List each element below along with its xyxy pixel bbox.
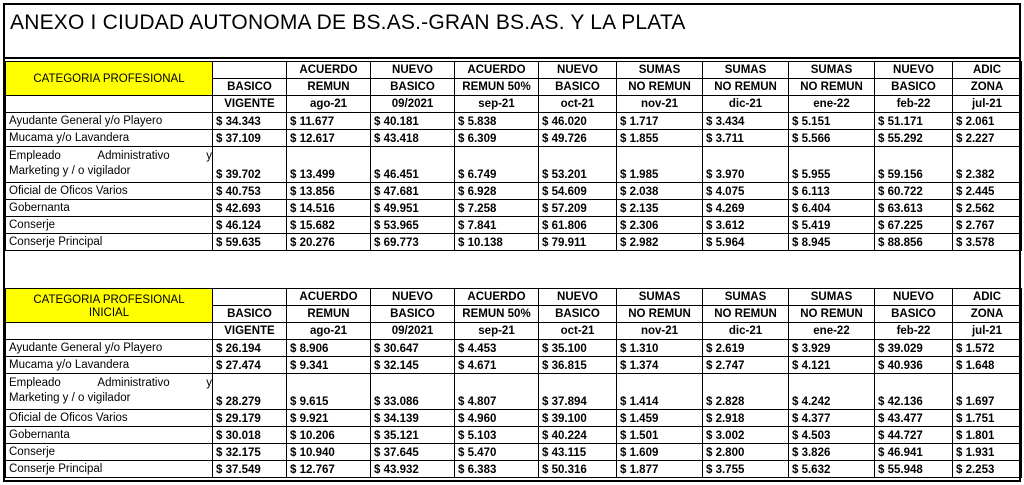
column-header-bottom: nov-21 bbox=[617, 323, 703, 340]
amount-cell: $ 14.516 bbox=[287, 200, 371, 217]
category-name: Conserje Principal bbox=[6, 234, 213, 251]
amount-cell: $ 37.549 bbox=[213, 461, 287, 478]
amount-cell: $ 39.100 bbox=[539, 410, 617, 427]
amount-cell: $ 9.341 bbox=[287, 357, 371, 374]
amount-cell: $ 40.753 bbox=[213, 183, 287, 200]
amount-cell: $ 33.086 bbox=[371, 374, 455, 410]
column-header-bottom: ene-22 bbox=[789, 96, 875, 113]
column-header-mid: ZONA bbox=[953, 306, 1022, 323]
category-header-line1: CATEGORIA PROFESIONAL bbox=[33, 293, 185, 306]
amount-cell: $ 26.194 bbox=[213, 340, 287, 357]
column-header-bottom: dic-21 bbox=[703, 96, 789, 113]
amount-cell: $ 4.075 bbox=[703, 183, 789, 200]
table-row bbox=[6, 427, 1022, 444]
amount-cell: $ 3.755 bbox=[703, 461, 789, 478]
amount-cell: $ 32.175 bbox=[213, 444, 287, 461]
column-header-bottom: jul-21 bbox=[953, 323, 1022, 340]
amount-cell: $ 2.253 bbox=[953, 461, 1022, 478]
column-header-bottom: nov-21 bbox=[617, 96, 703, 113]
amount-cell: $ 10.940 bbox=[287, 444, 371, 461]
column-header-top: SUMAS bbox=[703, 289, 789, 306]
table-row bbox=[6, 130, 1022, 147]
amount-cell: $ 43.932 bbox=[371, 461, 455, 478]
amount-cell: $ 1.855 bbox=[617, 130, 703, 147]
amount-cell: $ 9.615 bbox=[287, 374, 371, 410]
column-header-mid: NO REMUN bbox=[789, 79, 875, 96]
document-title: ANEXO I CIUDAD AUTONOMA DE BS.AS.-GRAN BS.AS. Y LA PLATA bbox=[5, 5, 1019, 59]
amount-cell: $ 20.276 bbox=[287, 234, 371, 251]
amount-cell: $ 61.806 bbox=[539, 217, 617, 234]
column-header-mid: BASICO bbox=[213, 79, 287, 96]
header-row-bottom bbox=[6, 323, 1022, 340]
amount-cell: $ 5.955 bbox=[789, 147, 875, 183]
annex-sheet bbox=[3, 3, 1021, 482]
amount-cell: $ 53.201 bbox=[539, 147, 617, 183]
column-header-mid: BASICO bbox=[213, 306, 287, 323]
amount-cell: $ 5.838 bbox=[455, 113, 539, 130]
category-name bbox=[6, 147, 213, 183]
amount-cell: $ 1.414 bbox=[617, 374, 703, 410]
amount-cell: $ 2.800 bbox=[703, 444, 789, 461]
amount-cell: $ 55.292 bbox=[875, 130, 953, 147]
amount-cell: $ 59.156 bbox=[875, 147, 953, 183]
amount-cell: $ 2.445 bbox=[953, 183, 1022, 200]
amount-cell: $ 1.572 bbox=[953, 340, 1022, 357]
column-header-top: ACUERDO bbox=[287, 62, 371, 79]
amount-cell: $ 37.645 bbox=[371, 444, 455, 461]
amount-cell: $ 1.931 bbox=[953, 444, 1022, 461]
category-header-blank bbox=[6, 323, 213, 340]
column-header-mid: REMUN bbox=[287, 306, 371, 323]
column-header-mid: BASICO bbox=[539, 306, 617, 323]
amount-cell: $ 37.109 bbox=[213, 130, 287, 147]
amount-cell: $ 5.419 bbox=[789, 217, 875, 234]
category-name: Ayudante General y/o Playero bbox=[6, 113, 213, 130]
table-row bbox=[6, 444, 1022, 461]
amount-cell: $ 6.749 bbox=[455, 147, 539, 183]
amount-cell: $ 2.038 bbox=[617, 183, 703, 200]
amount-cell: $ 47.681 bbox=[371, 183, 455, 200]
column-header-top: SUMAS bbox=[789, 289, 875, 306]
amount-cell: $ 1.609 bbox=[617, 444, 703, 461]
amount-cell: $ 1.501 bbox=[617, 427, 703, 444]
amount-cell: $ 42.693 bbox=[213, 200, 287, 217]
category-name: Oficial de Oficos Varios bbox=[6, 410, 213, 427]
amount-cell: $ 39.702 bbox=[213, 147, 287, 183]
amount-cell: $ 55.948 bbox=[875, 461, 953, 478]
amount-cell: $ 2.061 bbox=[953, 113, 1022, 130]
amount-cell: $ 4.121 bbox=[789, 357, 875, 374]
amount-cell: $ 1.985 bbox=[617, 147, 703, 183]
amount-cell: $ 3.711 bbox=[703, 130, 789, 147]
column-header-top: ACUERDO bbox=[287, 289, 371, 306]
table-row bbox=[6, 147, 1022, 183]
category-name-line1 bbox=[9, 376, 212, 391]
table-row bbox=[6, 183, 1022, 200]
amount-cell: $ 1.310 bbox=[617, 340, 703, 357]
category-name-line2: Marketing y / o vigilador bbox=[9, 392, 131, 404]
column-header-mid: ZONA bbox=[953, 79, 1022, 96]
amount-cell: $ 4.453 bbox=[455, 340, 539, 357]
amount-cell: $ 2.306 bbox=[617, 217, 703, 234]
column-header-bottom: ago-21 bbox=[287, 96, 371, 113]
amount-cell: $ 2.828 bbox=[703, 374, 789, 410]
table-row bbox=[6, 357, 1022, 374]
category-name bbox=[6, 374, 213, 410]
amount-cell: $ 3.434 bbox=[703, 113, 789, 130]
amount-cell: $ 2.918 bbox=[703, 410, 789, 427]
category-name-line1 bbox=[9, 149, 212, 164]
amount-cell: $ 35.100 bbox=[539, 340, 617, 357]
amount-cell: $ 4.671 bbox=[455, 357, 539, 374]
amount-cell: $ 15.682 bbox=[287, 217, 371, 234]
category-name: Ayudante General y/o Playero bbox=[6, 340, 213, 357]
amount-cell: $ 1.751 bbox=[953, 410, 1022, 427]
column-header-bottom: oct-21 bbox=[539, 96, 617, 113]
column-header-mid: REMUN 50% bbox=[455, 306, 539, 323]
amount-cell: $ 63.613 bbox=[875, 200, 953, 217]
amount-cell: $ 9.921 bbox=[287, 410, 371, 427]
category-name-word: Administrativo bbox=[97, 150, 170, 162]
column-header-top: ACUERDO bbox=[455, 289, 539, 306]
column-header-mid: NO REMUN bbox=[703, 306, 789, 323]
amount-cell: $ 37.894 bbox=[539, 374, 617, 410]
amount-cell: $ 4.960 bbox=[455, 410, 539, 427]
category-header-blank bbox=[6, 96, 213, 113]
column-header-bottom: jul-21 bbox=[953, 96, 1022, 113]
column-header-bottom: oct-21 bbox=[539, 323, 617, 340]
amount-cell: $ 7.258 bbox=[455, 200, 539, 217]
amount-cell: $ 5.151 bbox=[789, 113, 875, 130]
amount-cell: $ 4.269 bbox=[703, 200, 789, 217]
category-name: Mucama y/o Lavandera bbox=[6, 130, 213, 147]
amount-cell: $ 40.181 bbox=[371, 113, 455, 130]
column-header-mid: BASICO bbox=[539, 79, 617, 96]
category-name: Conserje bbox=[6, 444, 213, 461]
category-header bbox=[6, 62, 213, 96]
category-name: Oficial de Oficos Varios bbox=[6, 183, 213, 200]
header-row-bottom bbox=[6, 96, 1022, 113]
amount-cell: $ 3.970 bbox=[703, 147, 789, 183]
column-header-top: NUEVO bbox=[539, 289, 617, 306]
amount-cell: $ 3.002 bbox=[703, 427, 789, 444]
category-name-word: y bbox=[206, 150, 212, 162]
column-header-top: SUMAS bbox=[703, 62, 789, 79]
amount-cell: $ 6.404 bbox=[789, 200, 875, 217]
amount-cell: $ 3.612 bbox=[703, 217, 789, 234]
category-name: Gobernanta bbox=[6, 427, 213, 444]
amount-cell: $ 1.697 bbox=[953, 374, 1022, 410]
column-header-bottom: feb-22 bbox=[875, 323, 953, 340]
column-header-mid: BASICO bbox=[875, 79, 953, 96]
amount-cell: $ 2.747 bbox=[703, 357, 789, 374]
table-row bbox=[6, 200, 1022, 217]
amount-cell: $ 2.767 bbox=[953, 217, 1022, 234]
column-header-top: NUEVO bbox=[875, 289, 953, 306]
column-header-bottom: feb-22 bbox=[875, 96, 953, 113]
amount-cell: $ 36.815 bbox=[539, 357, 617, 374]
amount-cell: $ 28.279 bbox=[213, 374, 287, 410]
amount-cell: $ 2.227 bbox=[953, 130, 1022, 147]
column-header-mid: REMUN bbox=[287, 79, 371, 96]
column-header-top bbox=[213, 62, 287, 79]
amount-cell: $ 12.617 bbox=[287, 130, 371, 147]
amount-cell: $ 53.965 bbox=[371, 217, 455, 234]
column-header-top: ADIC bbox=[953, 62, 1022, 79]
category-header bbox=[6, 289, 213, 323]
amount-cell: $ 59.635 bbox=[213, 234, 287, 251]
amount-cell: $ 8.906 bbox=[287, 340, 371, 357]
header-row-top bbox=[6, 289, 1022, 306]
amount-cell: $ 1.648 bbox=[953, 357, 1022, 374]
amount-cell: $ 2.619 bbox=[703, 340, 789, 357]
amount-cell: $ 30.018 bbox=[213, 427, 287, 444]
column-header-top: NUEVO bbox=[371, 62, 455, 79]
amount-cell: $ 10.138 bbox=[455, 234, 539, 251]
amount-cell: $ 51.171 bbox=[875, 113, 953, 130]
amount-cell: $ 5.470 bbox=[455, 444, 539, 461]
amount-cell: $ 43.477 bbox=[875, 410, 953, 427]
category-header-line2: INICIAL bbox=[88, 306, 130, 319]
column-header-bottom: sep-21 bbox=[455, 96, 539, 113]
amount-cell: $ 5.964 bbox=[703, 234, 789, 251]
amount-cell: $ 1.374 bbox=[617, 357, 703, 374]
amount-cell: $ 46.941 bbox=[875, 444, 953, 461]
amount-cell: $ 6.309 bbox=[455, 130, 539, 147]
category-name-word: Empleado bbox=[9, 150, 61, 162]
table-row bbox=[6, 410, 1022, 427]
amount-cell: $ 11.677 bbox=[287, 113, 371, 130]
salary-table-inicial bbox=[5, 288, 1022, 478]
category-name-word: Empleado bbox=[9, 377, 61, 389]
amount-cell: $ 4.503 bbox=[789, 427, 875, 444]
amount-cell: $ 35.121 bbox=[371, 427, 455, 444]
amount-cell: $ 32.145 bbox=[371, 357, 455, 374]
column-header-top: ADIC bbox=[953, 289, 1022, 306]
amount-cell: $ 2.135 bbox=[617, 200, 703, 217]
column-header-top: NUEVO bbox=[539, 62, 617, 79]
category-name: Gobernanta bbox=[6, 200, 213, 217]
category-name: Conserje bbox=[6, 217, 213, 234]
amount-cell: $ 42.136 bbox=[875, 374, 953, 410]
amount-cell: $ 3.826 bbox=[789, 444, 875, 461]
amount-cell: $ 54.609 bbox=[539, 183, 617, 200]
amount-cell: $ 39.029 bbox=[875, 340, 953, 357]
column-header-bottom: dic-21 bbox=[703, 323, 789, 340]
amount-cell: $ 10.206 bbox=[287, 427, 371, 444]
column-header-bottom: VIGENTE bbox=[213, 323, 287, 340]
amount-cell: $ 4.242 bbox=[789, 374, 875, 410]
header-row-top bbox=[6, 62, 1022, 79]
column-header-top: NUEVO bbox=[875, 62, 953, 79]
column-header-top: ACUERDO bbox=[455, 62, 539, 79]
amount-cell: $ 50.316 bbox=[539, 461, 617, 478]
amount-cell: $ 30.647 bbox=[371, 340, 455, 357]
amount-cell: $ 2.982 bbox=[617, 234, 703, 251]
amount-cell: $ 34.343 bbox=[213, 113, 287, 130]
column-header-top: SUMAS bbox=[617, 62, 703, 79]
table-row bbox=[6, 234, 1022, 251]
table-row bbox=[6, 374, 1022, 410]
table-row bbox=[6, 340, 1022, 357]
amount-cell: $ 60.722 bbox=[875, 183, 953, 200]
amount-cell: $ 8.945 bbox=[789, 234, 875, 251]
column-header-mid: BASICO bbox=[371, 79, 455, 96]
amount-cell: $ 27.474 bbox=[213, 357, 287, 374]
amount-cell: $ 88.856 bbox=[875, 234, 953, 251]
amount-cell: $ 46.451 bbox=[371, 147, 455, 183]
category-name: Mucama y/o Lavandera bbox=[6, 357, 213, 374]
column-header-mid: NO REMUN bbox=[703, 79, 789, 96]
amount-cell: $ 4.377 bbox=[789, 410, 875, 427]
amount-cell: $ 3.929 bbox=[789, 340, 875, 357]
amount-cell: $ 13.499 bbox=[287, 147, 371, 183]
column-header-bottom: sep-21 bbox=[455, 323, 539, 340]
amount-cell: $ 7.841 bbox=[455, 217, 539, 234]
table-row bbox=[6, 461, 1022, 478]
amount-cell: $ 40.936 bbox=[875, 357, 953, 374]
amount-cell: $ 43.115 bbox=[539, 444, 617, 461]
amount-cell: $ 5.566 bbox=[789, 130, 875, 147]
column-header-mid: NO REMUN bbox=[617, 79, 703, 96]
table-row bbox=[6, 113, 1022, 130]
column-header-bottom: 09/2021 bbox=[371, 96, 455, 113]
amount-cell: $ 69.773 bbox=[371, 234, 455, 251]
amount-cell: $ 12.767 bbox=[287, 461, 371, 478]
column-header-mid: NO REMUN bbox=[789, 306, 875, 323]
amount-cell: $ 3.578 bbox=[953, 234, 1022, 251]
column-header-top: SUMAS bbox=[789, 62, 875, 79]
column-header-top: NUEVO bbox=[371, 289, 455, 306]
category-header-label: CATEGORIA PROFESIONAL bbox=[33, 73, 185, 85]
amount-cell: $ 67.225 bbox=[875, 217, 953, 234]
amount-cell: $ 5.103 bbox=[455, 427, 539, 444]
column-header-bottom: ago-21 bbox=[287, 323, 371, 340]
column-header-mid: BASICO bbox=[875, 306, 953, 323]
amount-cell: $ 79.911 bbox=[539, 234, 617, 251]
column-header-top bbox=[213, 289, 287, 306]
category-name-word: y bbox=[206, 377, 212, 389]
amount-cell: $ 6.113 bbox=[789, 183, 875, 200]
amount-cell: $ 46.020 bbox=[539, 113, 617, 130]
category-name-line2: Marketing y / o vigilador bbox=[9, 165, 131, 177]
amount-cell: $ 49.951 bbox=[371, 200, 455, 217]
column-header-mid: NO REMUN bbox=[617, 306, 703, 323]
amount-cell: $ 1.459 bbox=[617, 410, 703, 427]
amount-cell: $ 57.209 bbox=[539, 200, 617, 217]
salary-table-vigente bbox=[5, 61, 1022, 251]
amount-cell: $ 34.139 bbox=[371, 410, 455, 427]
amount-cell: $ 46.124 bbox=[213, 217, 287, 234]
amount-cell: $ 29.179 bbox=[213, 410, 287, 427]
column-header-bottom: 09/2021 bbox=[371, 323, 455, 340]
category-name-word: Administrativo bbox=[97, 377, 170, 389]
table-row bbox=[6, 217, 1022, 234]
column-header-mid: REMUN 50% bbox=[455, 79, 539, 96]
amount-cell: $ 13.856 bbox=[287, 183, 371, 200]
amount-cell: $ 2.382 bbox=[953, 147, 1022, 183]
amount-cell: $ 5.632 bbox=[789, 461, 875, 478]
amount-cell: $ 6.928 bbox=[455, 183, 539, 200]
amount-cell: $ 1.801 bbox=[953, 427, 1022, 444]
column-header-mid: BASICO bbox=[371, 306, 455, 323]
amount-cell: $ 40.224 bbox=[539, 427, 617, 444]
amount-cell: $ 6.383 bbox=[455, 461, 539, 478]
column-header-bottom: ene-22 bbox=[789, 323, 875, 340]
category-name: Conserje Principal bbox=[6, 461, 213, 478]
amount-cell: $ 2.562 bbox=[953, 200, 1022, 217]
amount-cell: $ 1.717 bbox=[617, 113, 703, 130]
amount-cell: $ 1.877 bbox=[617, 461, 703, 478]
amount-cell: $ 44.727 bbox=[875, 427, 953, 444]
amount-cell: $ 4.807 bbox=[455, 374, 539, 410]
column-header-bottom: VIGENTE bbox=[213, 96, 287, 113]
amount-cell: $ 49.726 bbox=[539, 130, 617, 147]
amount-cell: $ 43.418 bbox=[371, 130, 455, 147]
column-header-top: SUMAS bbox=[617, 289, 703, 306]
